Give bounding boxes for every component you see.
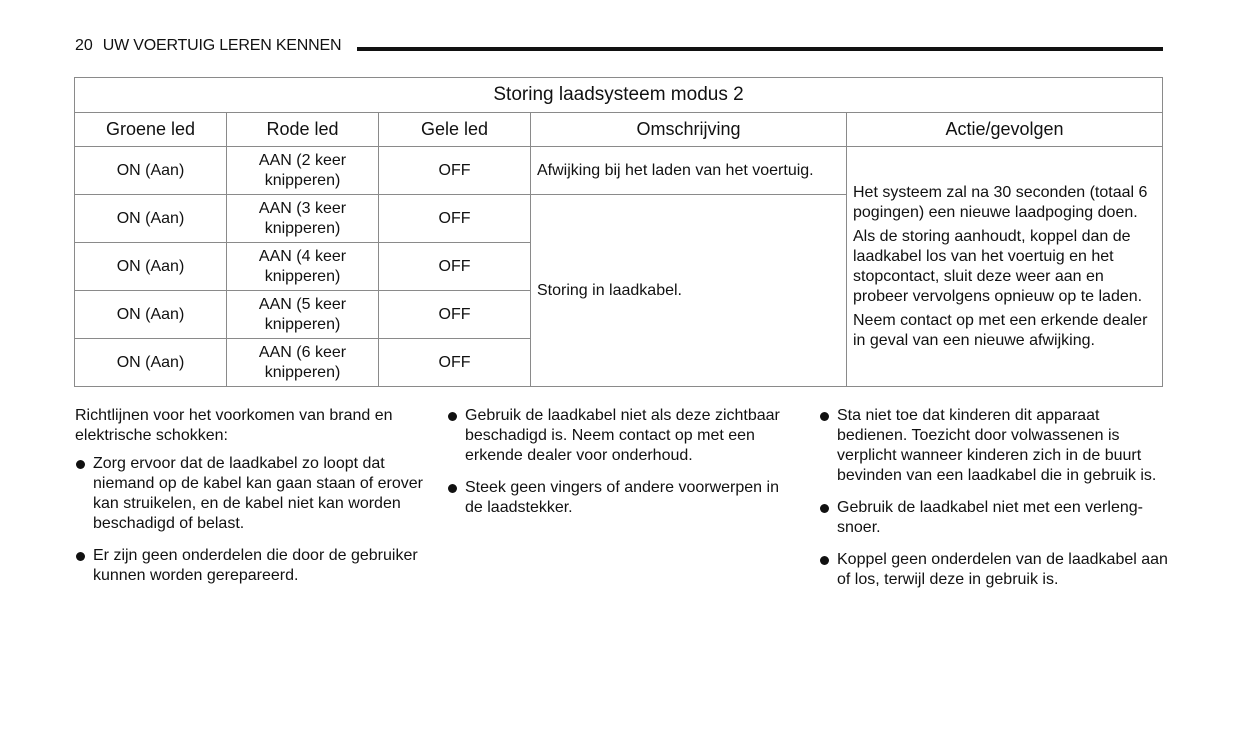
text-column-3 [819, 406, 1169, 602]
green-led-cell: ON (Aan) [75, 147, 227, 195]
red-led-cell: AAN (3 keer knipperen) [227, 195, 379, 243]
list-item: Sta niet toe dat kinderen dit apparaat bedienen. Toezicht door volwassenen is verplicht wanneer kinderen zich in de buurt bevinden van een laadkabel die in gebruik is. [819, 406, 1169, 486]
action-text: Het systeem zal na 30 seconden (totaal 6 pogingen) een nieuwe laadpoging doen. [853, 183, 1148, 221]
text-column-1 [75, 406, 425, 598]
green-led-cell: ON (Aan) [75, 339, 227, 387]
list-item: Steek geen vingers of andere voorwerpen in de laadstekker. [447, 478, 797, 518]
list-item: Zorg ervoor dat de laadkabel zo loopt dat niemand op de kabel kan gaan staan of erover kan struikelen, en de kabel niet kan worden beschadigd of belast. [75, 454, 425, 534]
column-header-red-led: Rode led [227, 113, 379, 147]
green-led-cell: ON (Aan) [75, 243, 227, 291]
action-cell [847, 147, 1163, 387]
list-item: Gebruik de laadkabel niet met een verleng-snoer. [819, 498, 1169, 538]
red-led-cell: AAN (6 keer knipperen) [227, 339, 379, 387]
table-caption: Storing laadsysteem modus 2 [75, 78, 1163, 113]
bullet-icon [820, 556, 829, 565]
bullet-icon [448, 484, 457, 493]
yellow-led-cell: OFF [379, 195, 531, 243]
column-header-yellow-led: Gele led [379, 113, 531, 147]
page-header [75, 36, 1163, 56]
table-row [75, 147, 1163, 195]
column-header-description: Omschrijving [531, 113, 847, 147]
charging-fault-table [74, 77, 1163, 387]
action-text: Als de storing aanhoudt, koppel dan de laadkabel los van het voertuig en het stopcontact, sluit deze weer aan en probeer vervolgens opnieuw op te laden. [853, 227, 1143, 305]
description-cell: Storing in laadkabel. [531, 195, 847, 387]
green-led-cell: ON (Aan) [75, 195, 227, 243]
column-header-green-led: Groene led [75, 113, 227, 147]
list-item: Koppel geen onderdelen van de laadkabel aan of los, terwijl deze in gebruik is. [819, 550, 1169, 590]
yellow-led-cell: OFF [379, 291, 531, 339]
section-title: UW VOERTUIG LEREN KENNEN [102, 37, 342, 54]
bullet-list [447, 406, 797, 518]
bullet-icon [448, 412, 457, 421]
bullet-list [75, 454, 425, 586]
yellow-led-cell: OFF [379, 339, 531, 387]
intro-paragraph: Richtlijnen voor het voorkomen van brand en elektrische schokken: [75, 407, 393, 444]
yellow-led-cell: OFF [379, 243, 531, 291]
bullet-icon [76, 552, 85, 561]
list-item: Er zijn geen onderdelen die door de gebruiker kunnen worden gerepareerd. [75, 546, 425, 586]
column-header-action: Actie/gevolgen [847, 113, 1163, 147]
header-rule [357, 47, 1163, 51]
action-text: Neem contact op met een erkende dealer in geval van een nieuwe afwijking. [853, 311, 1148, 349]
bullet-icon [820, 504, 829, 513]
list-item: Gebruik de laadkabel niet als deze zichtbaar beschadigd is. Neem contact op met een erkende dealer voor onderhoud. [447, 406, 797, 466]
red-led-cell: AAN (2 keer knipperen) [227, 147, 379, 195]
page-number: 20 [75, 37, 93, 54]
green-led-cell: ON (Aan) [75, 291, 227, 339]
red-led-cell: AAN (5 keer knipperen) [227, 291, 379, 339]
text-column-2 [447, 406, 797, 530]
yellow-led-cell: OFF [379, 147, 531, 195]
bullet-list [819, 406, 1169, 590]
bullet-icon [820, 412, 829, 421]
bullet-icon [76, 460, 85, 469]
red-led-cell: AAN (4 keer knipperen) [227, 243, 379, 291]
description-cell: Afwijking bij het laden van het voertuig. [531, 147, 847, 195]
